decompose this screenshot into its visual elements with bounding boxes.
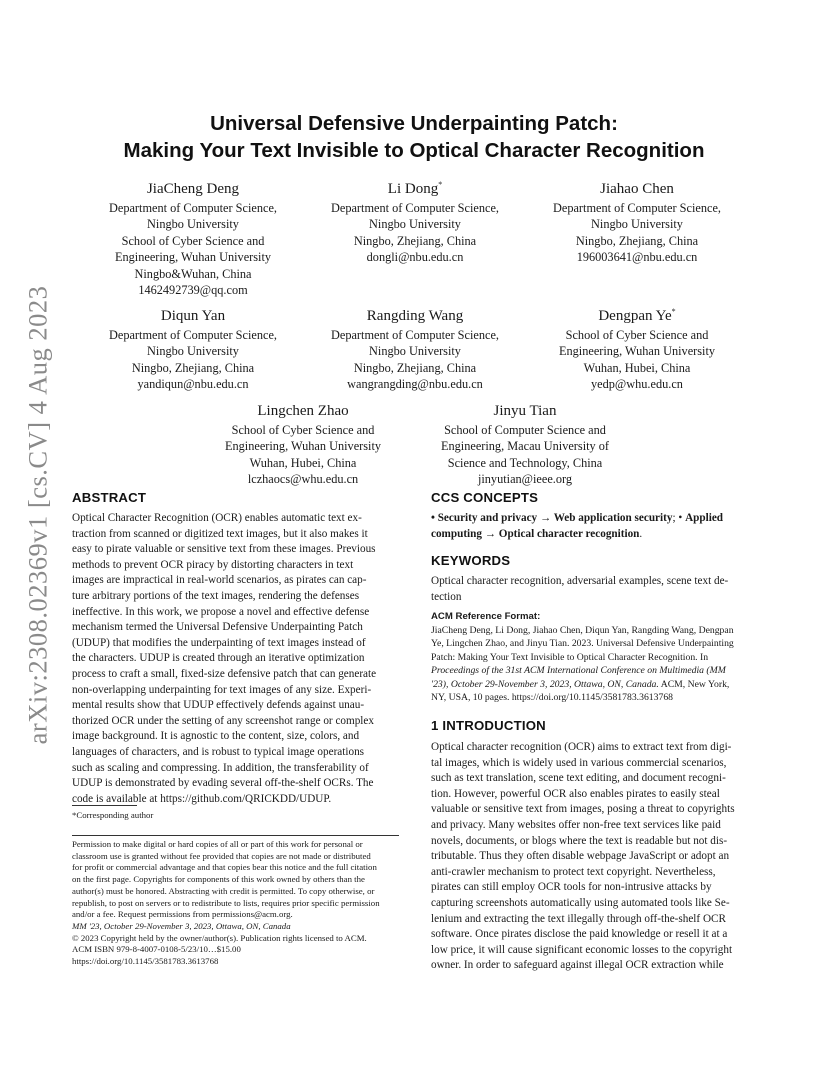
author-block — [315, 302, 515, 393]
author-name: Jiahao Chen — [600, 181, 674, 197]
author-block — [315, 175, 515, 266]
text-line: Optical Character Recognition (OCR) enables automatic text ex- — [72, 512, 362, 524]
author-block — [93, 302, 293, 393]
author-name: Rangding Wang — [366, 308, 464, 324]
text-line: process to craft a small, fixed-size defensive patch that can generate — [72, 667, 377, 680]
ccs-concepts: • Security and privacy → Web application security; • Applied computing → Optical character recognition. — [431, 512, 724, 540]
author-name: JiaCheng Deng — [146, 181, 240, 197]
text-line: (UDUP) that modifies the underpainting of text images instead of — [72, 636, 366, 649]
author-email: 1462492739@qq.com — [138, 283, 248, 298]
arxiv-stamp: arXiv:2308.02369v1 [cs.CV] 4 Aug 2023 — [22, 285, 53, 745]
text-line: mechanism termed the Universal Defensive Underpainting Patch — [72, 621, 363, 634]
footnote-rule — [72, 805, 137, 806]
text-line: image background. It is agnostic to the content, size, colors, and — [72, 730, 360, 743]
author-name: Lingchen Zhao — [257, 403, 349, 419]
author-email: yandiqun@nbu.edu.cn — [137, 377, 249, 392]
author-email: 196003641@nbu.edu.cn — [576, 250, 698, 265]
introduction-heading: 1 INTRODUCTION — [431, 718, 546, 733]
ccs-term: computing → Optical character recognition — [431, 527, 640, 540]
text-line: anti-crawler mechanism to protect text copyright. Nevertheless, — [431, 865, 716, 878]
author-name: Diqun Yan — [160, 308, 226, 324]
text-line: for profit or commercial advantage and that copies bear this notice and the full citation — [72, 862, 377, 873]
keywords-heading: KEYWORDS — [431, 553, 511, 568]
text-line: tal images, which is widely used in various commercial scenarios, — [431, 756, 727, 769]
author-affiliation: Department of Computer Science, — [108, 328, 277, 342]
text-line: and/or a fee. Request permissions from permissions@acm.org. — [72, 909, 293, 920]
author-name: Jinyu Tian — [493, 403, 557, 419]
text-line: pirates can still employ OCR tools for non-intrusive attacks by — [431, 881, 712, 894]
text-line: languages of characters, and is robust to typical image operations — [72, 745, 365, 758]
text-line: easy to pirate valuable or sensitive text from these images. Previous — [72, 543, 376, 556]
author-email: dongli@nbu.edu.cn — [366, 250, 464, 265]
text-line: the characters. UDUP is created through an iterative optimization — [72, 652, 365, 665]
author-email: jinyutian@ieee.org — [477, 472, 573, 487]
text-line: republish, to post on servers or to redistribute to lists, requires prior specific permission — [72, 897, 380, 908]
text-line: tion. However, powerful OCR also enables pirates to easily steal — [431, 787, 720, 800]
abstract-text — [72, 511, 399, 807]
text-line: traction from scanned or digitized text images, but it also makes it — [72, 527, 368, 540]
title-line-1: Universal Defensive Underpainting Patch: — [210, 112, 618, 135]
text-line: ture arbitrary portions of the text images, rendering the defenses — [72, 589, 360, 602]
author-location: Science and Technology, China — [447, 455, 603, 470]
text-line: NY, USA, 10 pages. https://doi.org/10.1145/3581783.3613768 — [431, 692, 674, 704]
text-line: Permission to make digital or hard copies of all or part of this work for personal or — [72, 839, 363, 849]
author-affiliation: Ningbo University — [591, 217, 683, 232]
text-line: software. Once pirates disclose the paid knowledge or resell it at a — [431, 928, 728, 941]
author-affiliation: Ningbo University — [369, 217, 461, 232]
text-line: methods to prevent OCR piracy by distorting characters in text — [72, 558, 354, 571]
author-affiliation: Engineering, Wuhan University — [558, 344, 716, 359]
text-line: owner. In order to safeguard against illegal OCR extraction while — [431, 959, 724, 972]
author-location: Ningbo&Wuhan, China — [134, 266, 252, 281]
text-line: on the first page. Copyrights for components of this work owned by others than the — [72, 874, 365, 885]
author-affiliation: Engineering, Wuhan University — [224, 439, 382, 454]
text-line: such as scaling and compressing. In addition, the transferability of — [72, 761, 369, 774]
author-affiliation: Department of Computer Science, — [330, 328, 499, 342]
author-name: Dengpan Ye* — [598, 307, 676, 324]
author-affiliation: Ningbo University — [369, 344, 461, 359]
author-affiliation: Ningbo University — [147, 217, 239, 232]
text-line: classroom use is granted without fee provided that copies are not made or distributed — [72, 850, 371, 861]
author-block — [203, 397, 403, 488]
text-line: lenium and extracting the text illegally through off-the-shelf OCR — [431, 912, 726, 925]
text-line: and privacy. Many websites offer non-free text services like paid — [431, 818, 721, 831]
acm-reference: JiaCheng Deng, Li Dong, Jiahao Chen, Diqun Yan, Rangding Wang, Dengpan Ye, Lingchen Zhao, and Jinyu Tian. 2023. Universal Defensive Underpainting Patch: Making Your Text Invisible to Optical Character Recognition. In Proceedings of the 31st ACM International Conference on Multimedia (MM '23), October 29-November 3, 2023, Ottawa, ON, Canada. ACM, New York, NY, USA, 10 pages. https://doi.org/10.1145/3581783.3613768 — [431, 624, 758, 704]
author-location: Ningbo, Zhejiang, China — [353, 233, 477, 248]
doi-link[interactable]: https://doi.org/10.1145/3581783.3613768 — [72, 956, 219, 967]
text-line: low price, it will cause significant economic losses to the copyright — [431, 943, 733, 956]
author-affiliation: School of Cyber Science and — [565, 328, 709, 342]
author-email: wangrangding@nbu.edu.cn — [347, 377, 483, 392]
text-line: novels, documents, or blogs where the text is readable but not dis- — [431, 834, 728, 847]
text-line: code is available at https://github.com/QRICKDD/UDUP. — [72, 792, 332, 805]
text-line: valuable or sensitive text from images, posing a threat to copyrights — [431, 803, 735, 816]
text-line: JiaCheng Deng, Li Dong, Jiahao Chen, Diqun Yan, Rangding Wang, Dengpan — [431, 625, 734, 636]
venue-line: MM '23, October 29-November 3, 2023, Ottawa, ON, Canada — [72, 920, 291, 931]
author-location: Ningbo, Zhejiang, China — [353, 360, 477, 375]
abstract-heading: ABSTRACT — [72, 490, 147, 505]
author-affiliation: Department of Computer Science, — [330, 201, 499, 215]
author-affiliation: Engineering, Wuhan University — [114, 250, 272, 265]
text-line: non-overlapping underpainting for text images of any size. Experi- — [72, 683, 372, 696]
text-line: such as text translation, scene text editing, and document recogni- — [431, 772, 726, 785]
text-line: Optical character recognition (OCR) aims to extract text from digi- — [431, 741, 732, 753]
text-line: Proceedings of the 31st ACM International Conference on Multimedia (MM — [431, 665, 726, 677]
ccs-heading: CCS CONCEPTS — [431, 490, 539, 505]
text-line: author(s) must be honored. Abstracting with credit is permitted. To copy otherwise, or — [72, 885, 375, 896]
text-line: tributable. Thus they often disable webpage JavaScript or adopt an — [431, 850, 730, 863]
author-name: Li Dong* — [387, 180, 443, 197]
author-affiliation: School of Cyber Science and — [121, 233, 265, 248]
permission-block — [72, 839, 399, 968]
author-location: Ningbo, Zhejiang, China — [575, 233, 699, 248]
author-affiliation: Engineering, Macau University of — [440, 439, 609, 454]
ccs-term: • Security and privacy → Web application security — [431, 512, 673, 524]
text-line: Patch: Making Your Text Invisible to Optical Character Recognition. In — [431, 651, 709, 663]
text-line: Optical character recognition, adversarial examples, scene text de- — [431, 575, 729, 587]
text-line: ineffective. In this work, we propose a novel and effective defense — [72, 605, 370, 618]
author-email: yedp@whu.edu.cn — [591, 377, 683, 392]
footnote: *Corresponding author — [72, 810, 154, 820]
permission-rule — [72, 835, 399, 836]
text-line: © 2023 Copyright held by the owner/author(s). Publication rights licensed to ACM. — [72, 932, 367, 943]
author-affiliation: Ningbo University — [147, 344, 239, 359]
author-location: Wuhan, Hubei, China — [583, 360, 691, 375]
author-location: Wuhan, Hubei, China — [249, 455, 357, 470]
text-line: capturing screenshots automatically using automated tools like Se- — [431, 896, 730, 909]
author-block — [93, 175, 293, 298]
text-line: Ye, Lingchen Zhao, and Jinyu Tian. 2023. Universal Defensive Underpainting — [431, 638, 734, 650]
text-line: tection — [431, 590, 462, 603]
introduction-text — [431, 740, 758, 974]
text-line: mental results show that UDUP effectively defends against unau- — [72, 699, 365, 712]
author-block — [537, 175, 737, 266]
ccs-term: Applied — [685, 512, 724, 524]
text-line: UDUP is demonstrated by evading several off-the-shelf OCRs. The — [72, 777, 374, 790]
author-block — [537, 302, 737, 393]
acm-ref-label: ACM Reference Format: — [431, 611, 541, 622]
keywords-text — [431, 574, 758, 605]
author-location: Ningbo, Zhejiang, China — [131, 360, 255, 375]
author-block — [425, 397, 625, 488]
text-line: images are impractical in real-world scenarios, as pirates can cap- — [72, 574, 367, 587]
author-affiliation: Department of Computer Science, — [108, 201, 277, 215]
author-affiliation: School of Cyber Science and — [231, 423, 375, 437]
text-line: ACM ISBN 979-8-4007-0108-5/23/10…$15.00 — [72, 944, 241, 955]
author-email: lczhaocs@whu.edu.cn — [247, 472, 359, 487]
title-line-2: Making Your Text Invisible to Optical Character Recognition — [123, 139, 705, 162]
author-affiliation: School of Computer Science and — [444, 423, 606, 437]
paper-title — [0, 110, 828, 164]
author-affiliation: Department of Computer Science, — [552, 201, 721, 215]
text-line: thorized OCR under the setting of any screenshot range or complex — [72, 714, 374, 727]
